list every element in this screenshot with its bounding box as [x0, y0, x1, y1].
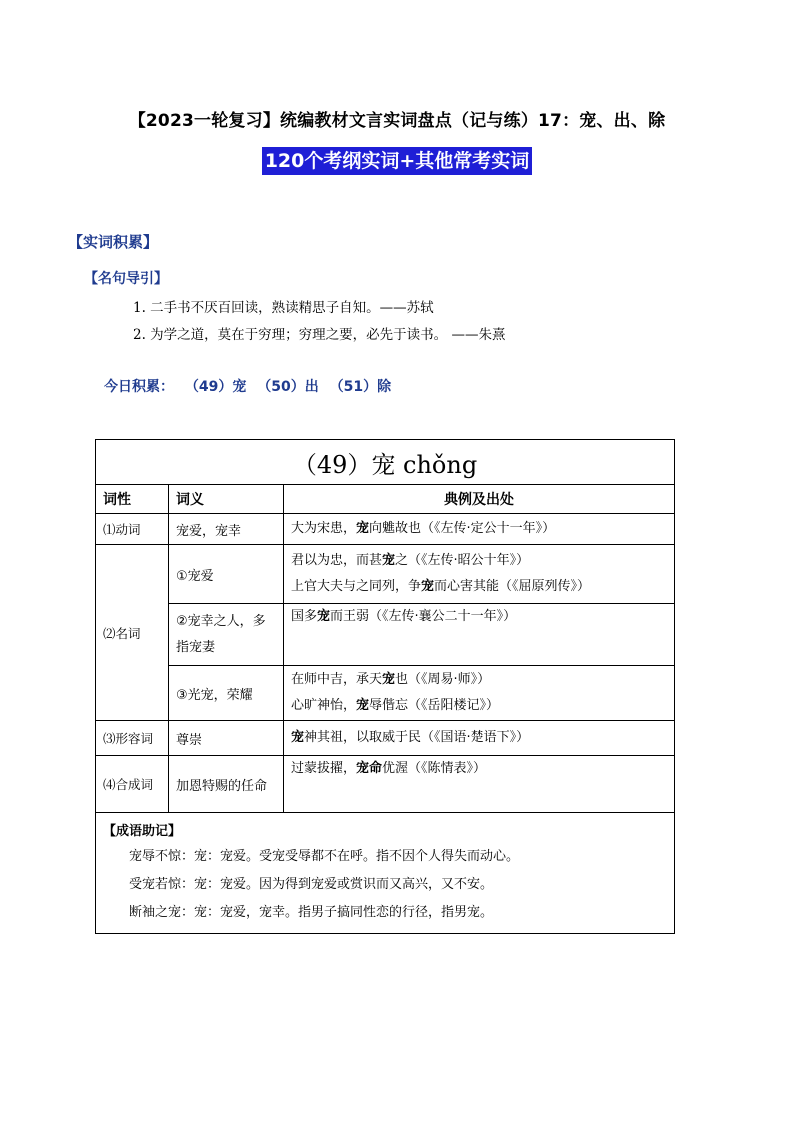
today-item: （51）除	[329, 379, 392, 395]
today-item: （50）出	[257, 379, 319, 395]
col-header-meaning: 词义	[169, 485, 284, 514]
pos-cell: ⑵名词	[96, 545, 169, 721]
table-row	[96, 545, 675, 604]
example-cell	[284, 545, 675, 604]
meaning-cell: 尊崇	[169, 721, 284, 756]
idiom-line: 受宠若惊：宠：宠爱。因为得到宠爱或赏识而又高兴，又不安。	[129, 877, 494, 892]
example-cell	[284, 604, 675, 666]
example-cell	[284, 514, 675, 545]
meaning-cell: ①宠爱	[169, 545, 284, 604]
col-header-example: 典例及出处	[284, 485, 675, 514]
example-line: 大为宋患，宠向魋故也（《左传·定公十一年》）	[291, 521, 556, 536]
example-line: 心旷神怡，宠辱偕忘（《岳阳楼记》）	[291, 698, 500, 713]
meaning-cell: 宠爱，宠幸	[169, 514, 284, 545]
table-row	[96, 514, 675, 545]
vocab-table	[95, 439, 675, 934]
example-line: 过蒙拔擢，宠命优渥（《陈情表》）	[291, 761, 487, 776]
example-cell	[284, 756, 675, 813]
idiom-box	[96, 813, 675, 934]
table-row	[96, 666, 675, 721]
example-line: 上官大夫与之同列，争宠而心害其能（《屈原列传》）	[291, 579, 591, 594]
section-heading-quotes: 【名句导引】	[84, 271, 168, 287]
document-subtitle	[0, 147, 794, 175]
table-row	[96, 813, 675, 934]
quote-line: 2. 为学之道，莫在于穷理；穷理之要，必先于读书。 ——朱熹	[133, 327, 506, 343]
meaning-cell: ③光宠，荣耀	[169, 666, 284, 721]
idiom-heading: 【成语助记】	[103, 824, 182, 839]
pos-cell: ⑷合成词	[96, 756, 169, 813]
table-row	[96, 604, 675, 666]
idiom-line: 断袖之宠：宠：宠爱，宠幸。指男子搞同性恋的行径，指男宠。	[129, 905, 494, 920]
col-header-pos: 词性	[96, 485, 169, 514]
today-label: 今日积累：	[104, 379, 174, 395]
idiom-line: 宠辱不惊：宠：宠爱。受宠受辱都不在呼。指不因个人得失而动心。	[129, 849, 520, 864]
subtitle-highlight: 120个考纲实词+其他常考实词	[262, 147, 533, 175]
table-row	[96, 756, 675, 813]
today-item: （49）宠	[184, 379, 247, 395]
example-line: 国多宠而王弱（《左传·襄公二十一年》）	[291, 609, 517, 624]
example-line: 君以为忠，而甚宠之（《左传·昭公十年》）	[291, 553, 530, 568]
document-title: 【2023一轮复习】统编教材文言实词盘点（记与练）17：宠、出、除	[128, 111, 666, 131]
quote-line: 1. 二手书不厌百回读，熟读精思子自知。——苏轼	[133, 300, 434, 316]
example-line: 在师中吉，承天宠也（《周易·师》）	[291, 672, 491, 687]
pos-cell: ⑴动词	[96, 514, 169, 545]
section-heading-accumulate: 【实词积累】	[68, 233, 159, 251]
meaning-cell: ②宠幸之人，多指宠妻	[169, 604, 284, 666]
table-heading: （49）宠 chǒng	[96, 440, 675, 485]
example-line: 宠神其祖，以取威于民（《国语·楚语下》）	[291, 730, 530, 745]
today-accumulation	[104, 376, 397, 396]
meaning-cell: 加恩特赐的任命	[169, 756, 284, 813]
example-cell	[284, 666, 675, 721]
table-row	[96, 721, 675, 756]
example-cell	[284, 721, 675, 756]
pos-cell: ⑶形容词	[96, 721, 169, 756]
